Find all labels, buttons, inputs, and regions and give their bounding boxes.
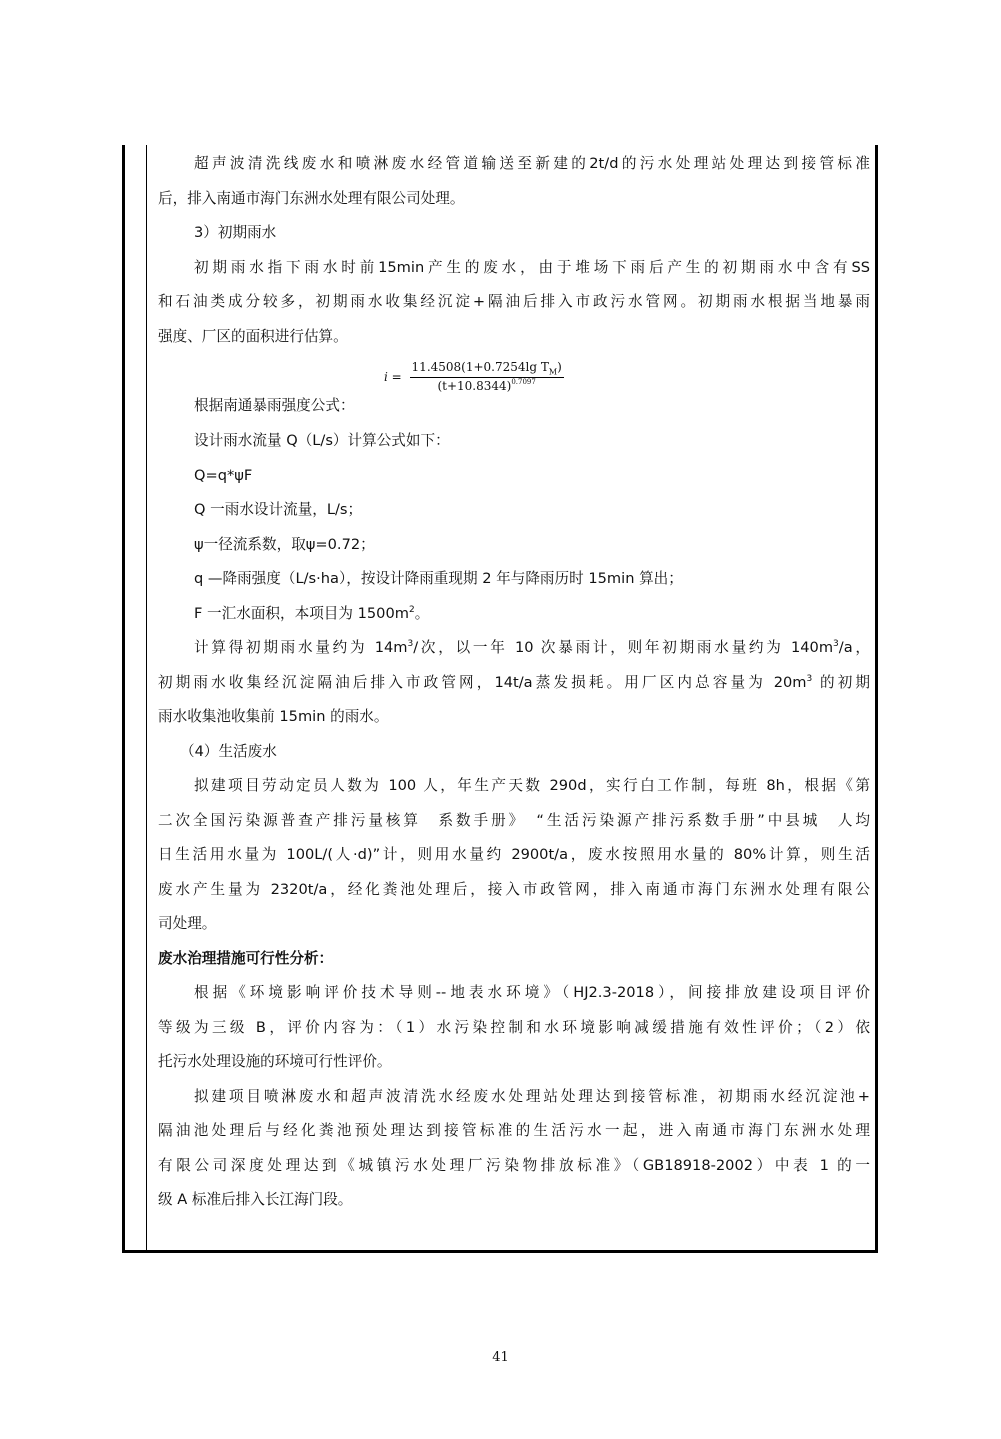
text-run: F 一汇水面积，本项目为 1500m <box>194 604 409 622</box>
superscript: 2 <box>408 604 415 615</box>
paragraph-line <box>158 631 870 666</box>
paragraph-line: 强度、厂区的面积进行估算。 <box>158 327 348 345</box>
formula-denominator <box>410 378 564 393</box>
denominator-sup: 0.7097 <box>511 378 536 387</box>
paragraph-line: 初期雨水指下雨水时前15min产生的废水，由于堆场下雨后产生的初期雨水中含有SS <box>194 258 870 276</box>
table-column-divider <box>146 145 147 1251</box>
paragraph-line: 等级为三级 B，评价内容为：（1）水污染控制和水环境影响减缓措施有效性评价；（2）依 <box>158 1018 870 1036</box>
text-run: 计算得初期雨水量约为 14m <box>194 639 408 656</box>
paragraph-line: 级 A 标准后排入长江海门段。 <box>158 1191 353 1208</box>
text-run: /a， <box>838 639 870 656</box>
paragraph-line: 根据《环境影响评价技术导则--地表水环境》（HJ2.3-2018），间接排放建设项目评价 <box>194 984 870 1001</box>
formula-fraction <box>410 360 564 393</box>
paragraph-line: q —降雨强度（L/s·ha），按设计降雨重现期 2 年与降雨历时 15min 算出； <box>194 570 683 587</box>
numerator-text: 11.4508(1+0.7254lg T <box>411 360 549 374</box>
paragraph-line: 日生活用水量为 100L/(人·d)”计，则用水量约 2900t/a，废水按照用水量的 80%计算，则生活 <box>158 846 870 863</box>
paragraph-line: 二次全国污染源普查产排污量核算 系数手册》 “生活污染源产排污系数手册”中县城 人均 <box>158 811 870 829</box>
paragraph-line: 司处理。 <box>158 915 217 932</box>
formula-label: 根据南通暴雨强度公式： <box>194 397 355 414</box>
text-run: 的初期 <box>812 673 870 691</box>
paragraph-line <box>158 666 870 701</box>
paragraph-line: 和石油类成分较多，初期雨水收集经沉淀+隔油后排入市政污水管网。初期雨水根据当地暴雨 <box>158 293 870 310</box>
paragraph-line: 拟建项目劳动定员人数为 100 人，年生产天数 290d，实行白工作制，每班 8h，根据《第 <box>194 777 870 794</box>
bold-heading: 废水治理措施可行性分析： <box>158 949 334 967</box>
superscript: 3 <box>806 673 813 684</box>
paragraph-line: Q 一雨水设计流量，L/s； <box>194 501 363 518</box>
text-run: 。 <box>414 604 430 622</box>
paragraph-line: 设计雨水流量 Q（L/s）计算公式如下： <box>194 432 450 449</box>
paragraph-line: 后，排入南通市海门东洲水处理有限公司处理。 <box>158 189 465 207</box>
formula-lhs: i = <box>384 369 402 384</box>
text-run: /次，以一年 10 次暴雨计，则年初期雨水量约为 140m <box>413 639 834 656</box>
paragraph-line <box>158 597 870 632</box>
superscript: 3 <box>833 639 839 649</box>
rainstorm-intensity-formula <box>384 360 564 393</box>
paragraph-line: 废水产生量为 2320t/a，经化粪池处理后，接入市政管网，排入南通市海门东洲水处理有限公 <box>158 880 870 898</box>
paragraph-line: 雨水收集池收集前 15min 的雨水。 <box>158 708 389 725</box>
text-run: 初期雨水收集经沉淀隔油后排入市政管网，14t/a蒸发损耗。用厂区内总容量为 20m <box>158 673 807 691</box>
paragraph-line: 超声波清洗线废水和喷淋废水经管道输送至新建的2t/d的污水处理站处理达到接管标准 <box>194 155 870 172</box>
paragraph-line: Q=q*ψF <box>194 466 253 484</box>
paragraph-line: 拟建项目喷淋废水和超声波清洗水经废水处理站处理达到接管标准，初期雨水经沉淀池+ <box>194 1087 870 1105</box>
paragraph-line: ψ一径流系数，取ψ=0.72； <box>194 535 375 553</box>
numerator-end: ) <box>557 360 562 374</box>
page-number: 41 <box>492 1350 509 1365</box>
paragraph-line: 有限公司深度处理达到《城镇污水处理厂污染物排放标准》（GB18918-2002）中表 1 的一 <box>158 1156 870 1174</box>
section-heading: （4）生活废水 <box>180 742 277 760</box>
formula-numerator <box>410 360 564 378</box>
paragraph-line: 托污水处理设施的环境可行性评价。 <box>158 1053 392 1070</box>
formula-row <box>158 354 870 424</box>
numerator-sub: M <box>548 367 558 377</box>
document-body <box>158 147 870 1218</box>
denominator-text: (t+10.8344) <box>437 379 512 394</box>
superscript: 3 <box>407 639 414 649</box>
section-heading: 3）初期雨水 <box>194 224 277 241</box>
paragraph-line: 隔油池处理后与经化粪池预处理达到接管标准的生活污水一起，进入南通市海门东洲水处理 <box>158 1122 870 1139</box>
